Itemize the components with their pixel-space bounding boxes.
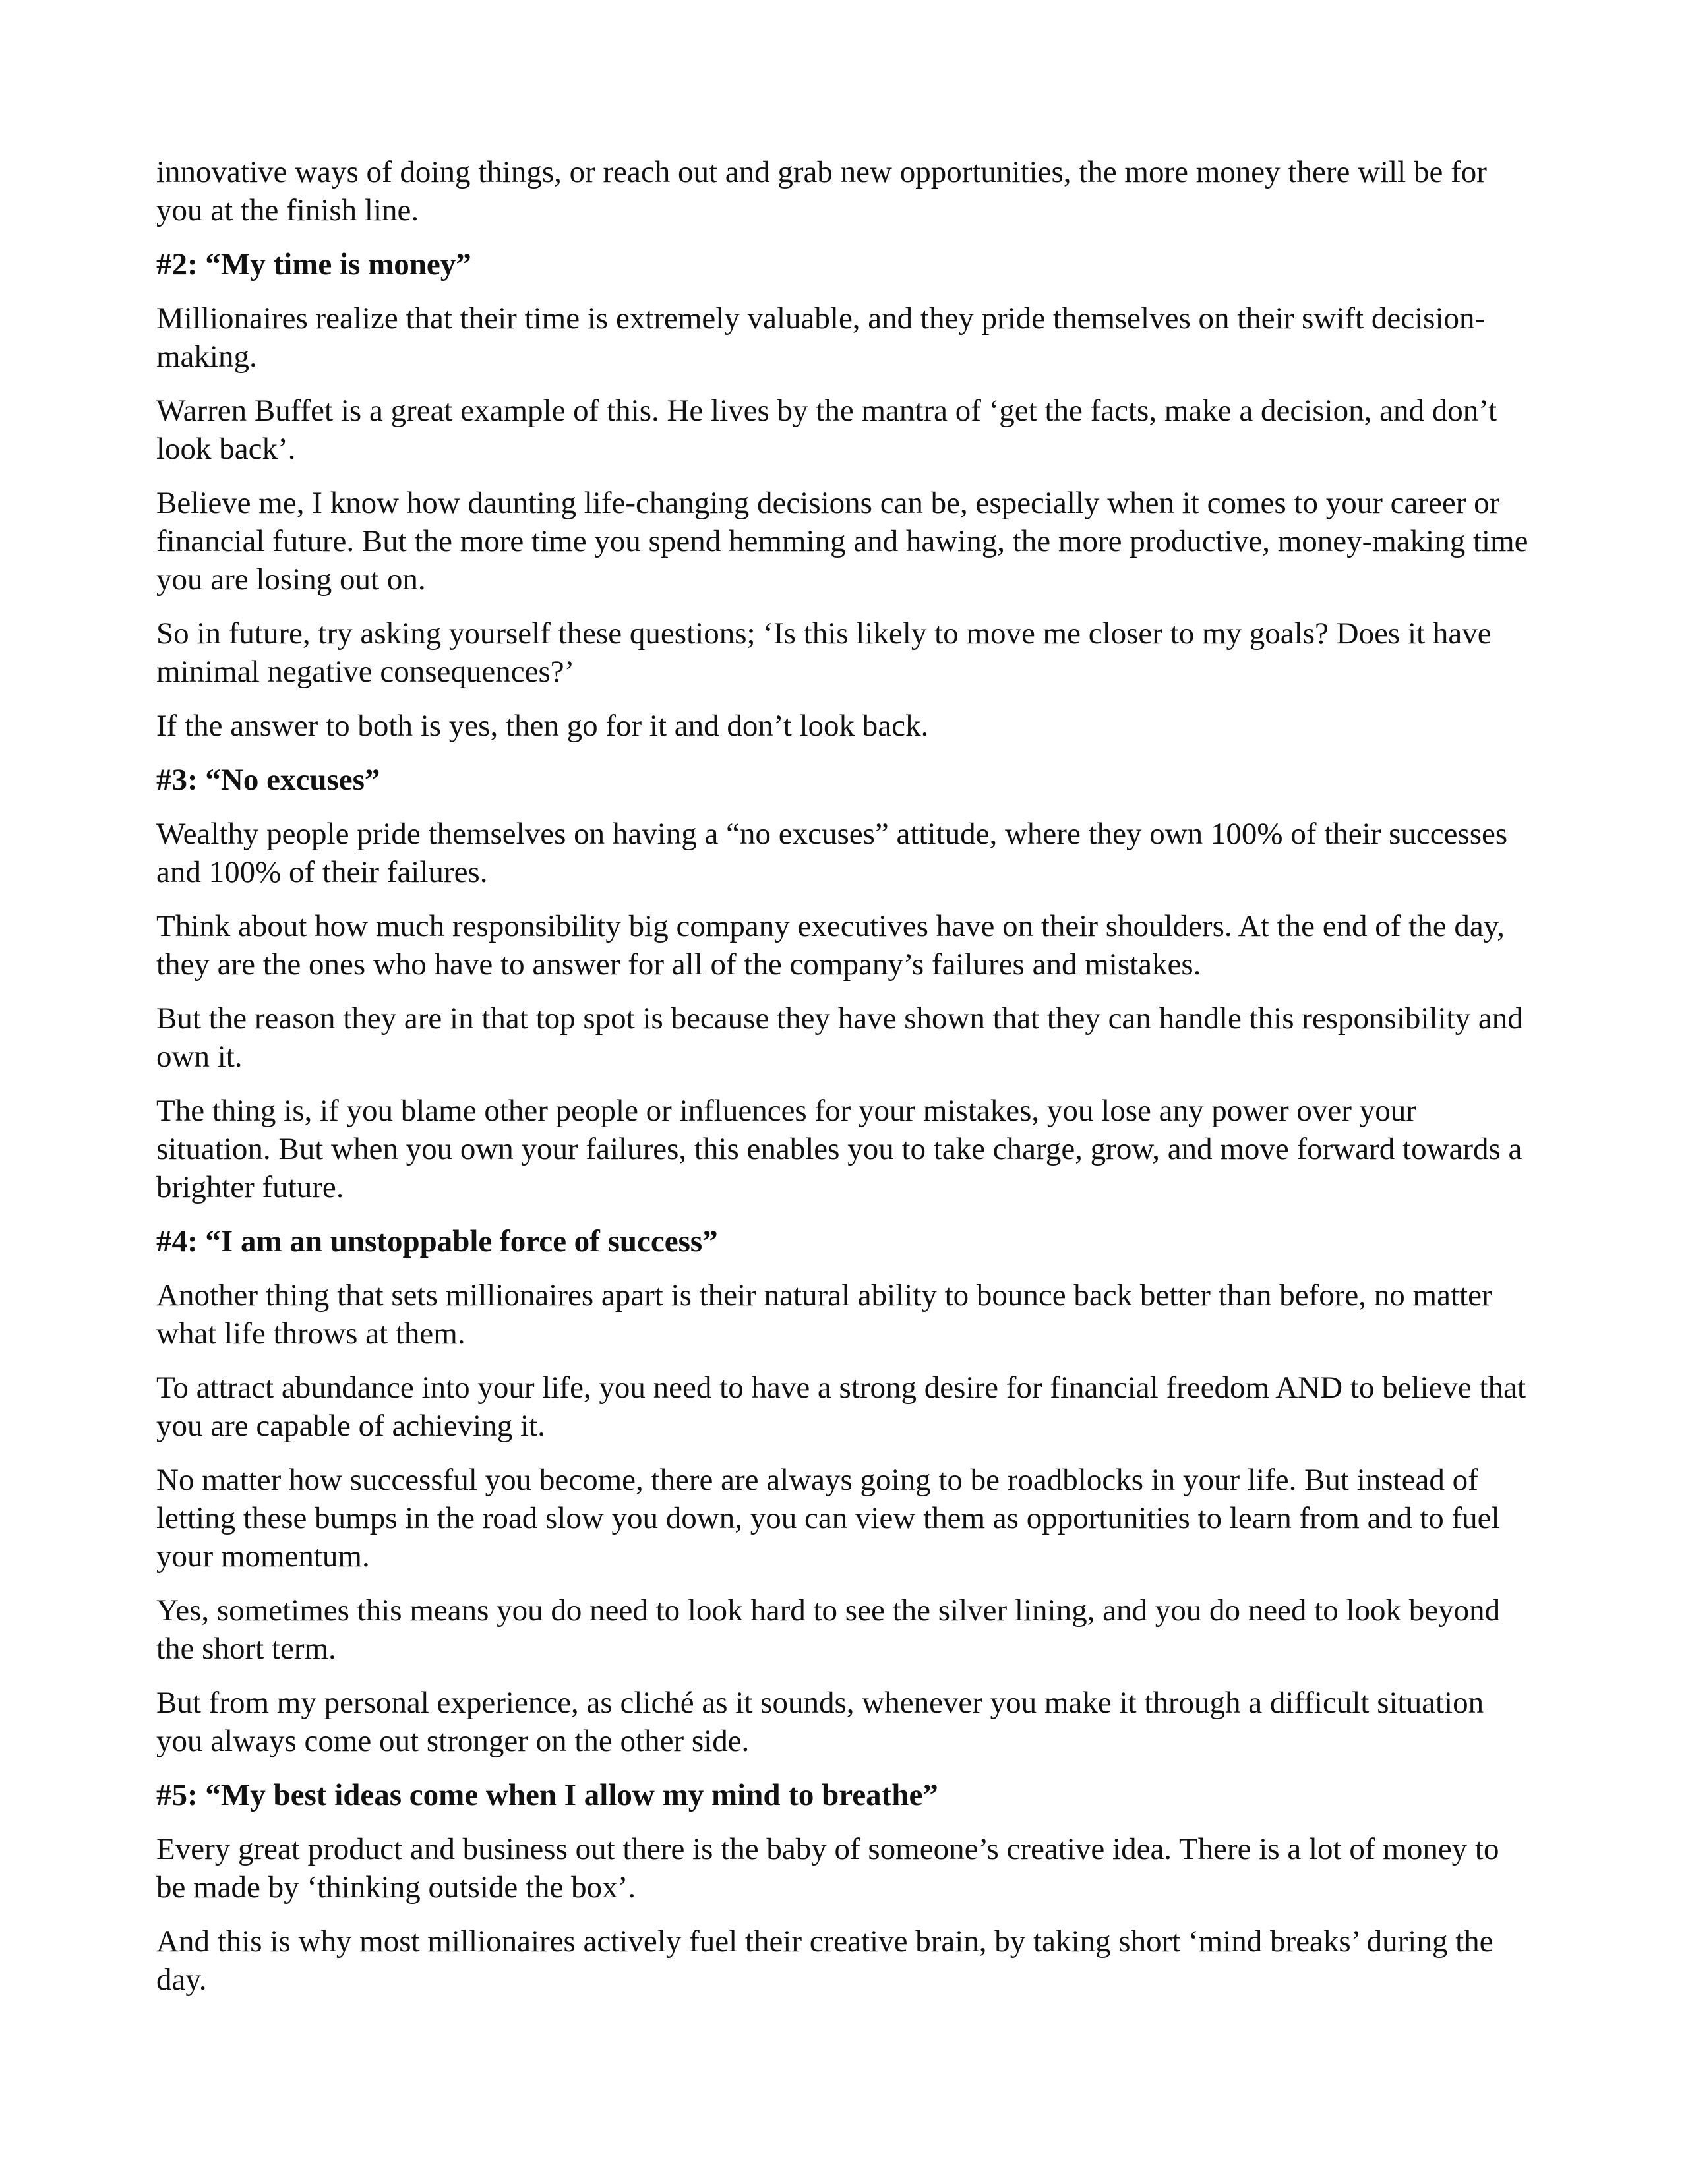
section-heading: #4: “I am an unstoppable force of success”	[156, 1224, 718, 1258]
section-heading: #5: “My best ideas come when I allow my mind to breathe”	[156, 1778, 938, 1812]
paragraph: And this is why most millionaires actively fuel their creative brain, by taking short ‘mind breaks’ during the day.	[156, 1924, 1493, 1997]
paragraph: To attract abundance into your life, you need to have a strong desire for financial freedom AND to believe that you are capable of achieving it.	[156, 1371, 1526, 1443]
paragraph: The thing is, if you blame other people or influences for your mistakes, you lose any power over your situation. But when you own your failures, this enables you to take charge, grow, and move forward towards a brighter future.	[156, 1094, 1522, 1204]
paragraph: Warren Buffet is a great example of this. He lives by the mantra of ‘get the facts, make a decision, and don’t look back’.	[156, 394, 1497, 466]
paragraph: Millionaires realize that their time is extremely valuable, and they pride themselves on their swift decision-making.	[156, 301, 1486, 374]
paragraph: No matter how successful you become, there are always going to be roadblocks in your life. But instead of letting these bumps in the road slow you down, you can view them as opportunities to learn from and to fuel your momentum.	[156, 1463, 1500, 1574]
paragraph: Another thing that sets millionaires apart is their natural ability to bounce back better than before, no matter what life throws at them.	[156, 1278, 1492, 1351]
paragraph: innovative ways of doing things, or reach out and grab new opportunities, the more money there will be for you at the finish line.	[156, 155, 1487, 227]
section-heading: #3: “No excuses”	[156, 763, 380, 797]
paragraph: But from my personal experience, as cliché as it sounds, whenever you make it through a difficult situation you always come out stronger on the other side.	[156, 1686, 1484, 1758]
paragraph: So in future, try asking yourself these questions; ‘Is this likely to move me closer to my goals? Does it have minimal negative consequences?’	[156, 616, 1492, 689]
document-page	[156, 153, 1534, 2015]
paragraph: Yes, sometimes this means you do need to look hard to see the silver lining, and you do need to look beyond the short term.	[156, 1593, 1501, 1666]
paragraph: Every great product and business out there is the baby of someone’s creative idea. There is a lot of money to be made by ‘thinking outside the box’.	[156, 1832, 1499, 1904]
section-heading: #2: “My time is money”	[156, 247, 471, 281]
paragraph: Believe me, I know how daunting life-changing decisions can be, especially when it comes to your career or financial future. But the more time you spend hemming and hawing, the more productive, money-making time you are losing out on.	[156, 486, 1528, 597]
paragraph: Wealthy people pride themselves on having a “no excuses” attitude, where they own 100% of their successes and 100% of their failures.	[156, 817, 1508, 889]
paragraph: Think about how much responsibility big company executives have on their shoulders. At the end of the day, they are the ones who have to answer for all of the company’s failures and mistakes.	[156, 909, 1505, 982]
paragraph: If the answer to both is yes, then go for it and don’t look back.	[156, 709, 929, 743]
paragraph: But the reason they are in that top spot is because they have shown that they can handle this responsibility and own it.	[156, 1001, 1523, 1074]
